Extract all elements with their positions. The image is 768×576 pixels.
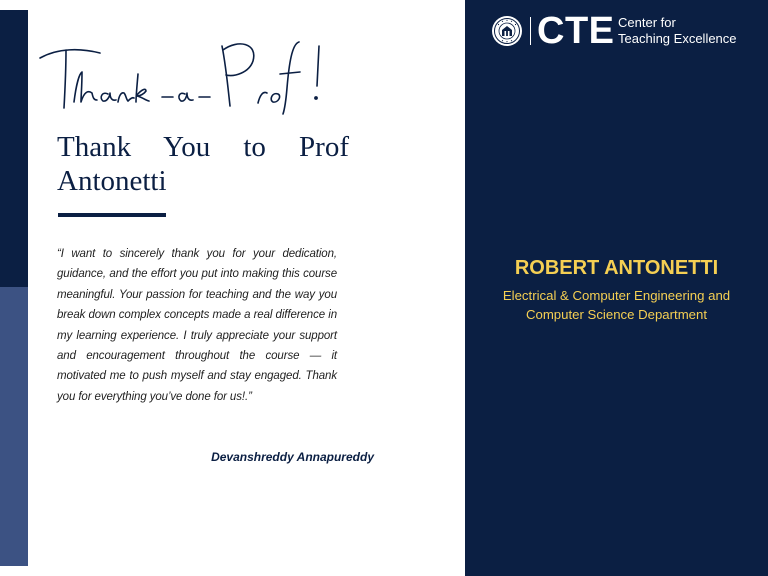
department-line-2: Computer Science Department [525, 307, 708, 322]
department-line-1: Electrical & Computer Engineering and [502, 288, 731, 303]
cte-logo-mark: CTE [537, 10, 615, 52]
left-accent-bar-light [0, 287, 28, 566]
testimonial-author: Devanshreddy Annapureddy [211, 450, 374, 464]
recipient-department [473, 286, 760, 324]
university-seal-icon [491, 15, 523, 47]
cte-name-line-1: Center for [618, 15, 676, 30]
cte-full-name [618, 15, 737, 47]
left-accent-bar-dark [0, 10, 28, 287]
recipient-name: ROBERT ANTONETTI [514, 257, 719, 279]
heading-underline [58, 213, 166, 217]
card-heading: Thank You to Prof Antonetti [57, 131, 349, 197]
script-title [36, 36, 336, 116]
brand-divider [530, 17, 531, 45]
cte-name-line-2: Teaching Excellence [618, 31, 737, 46]
testimonial-quote: “I want to sincerely thank you for your dedication, guidance, and the effort you put into making this course meaningful. Your passion for teaching and the way you break down complex concepts made a real difference in my learning experience. I truly appreciate your support and encouragement throughout the course — it motivated me to push myself and stay engaged. Thank you for everything you’ve done for us!.” [57, 248, 337, 403]
